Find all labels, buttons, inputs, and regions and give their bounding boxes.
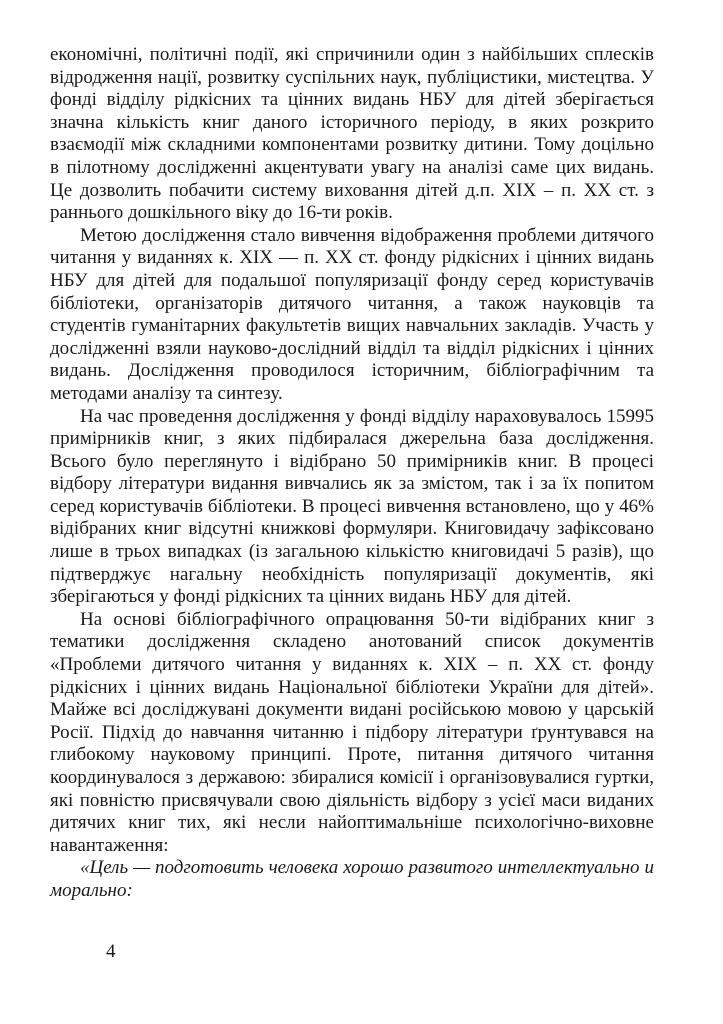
page-number: 4 — [106, 941, 116, 962]
paragraph-fund-statistics: На час проведення дослідження у фонді відділу нараховувалось 15995 примірників книг, з яких підбиралася джерельна база дослідження. Всього було переглянуто і відібрано 50 примірників книг. В процесі відбору літератури видання вивчались як за змістом, так і за їх попитом серед користувачів бібліотеки. В процесі вивчення встановлено, що у 46% відібраних книг відсутні книжкові формуляри. Книговидачу зафіксовано лише в трьох випадках (із загальною кількістю книговидачі 5 разів), що підтверджує нагальну необхідність популяризації документів, які зберігаються у фонді рідкісних та цінних видань НБУ для дітей. — [50, 405, 654, 608]
paragraph-bibliographic-list: На основі бібліографічного опрацювання 50-ти відібраних книг з тематики дослідження складено анотований список документів «Проблеми дитячого читання у виданнях к. ХІХ – п. ХХ ст. фонду рідкісних і цінних видань Національної бібліотеки України для дітей». Майже всі досліджувані документи видані російською мовою у царській Росії. Підхід до навчання читанню і підбору літератури ґрунтувався на глибокому науковому принципі. Проте, питання дитячого читання координувалося з державою: збиралися комісії і організовувалися гуртки, які повністю присвячували свою діяльність відбору з усієї маси виданих дитячих книг тих, які несли найоптимальніше психологічно-виховне навантаження: — [50, 608, 654, 856]
paragraph-research-goal: Метою дослідження стало вивчення відображення проблеми дитячого читання у виданнях к. ХІХ — п. ХХ ст. фонду рідкісних і цінних видань НБУ для дітей для подальшої популяризації фонду серед користувачів бібліотеки, організаторів дитячого читання, а також науковців та студентів гуманітарних факультетів вищих навчальних закладів. Участь у дослідженні взяли науково-дослідний відділ та відділ рідкісних і цінних видань. Дослідження проводилося історичним, бібліографічним та методами аналізу та синтезу. — [50, 224, 654, 404]
paragraph-continuation: економічні, політичні події, які спричинили один з найбільших сплесків відродження нації, розвитку суспільних наук, публіцистики, мистецтва. У фонді відділу рідкісних та цінних видань НБУ для дітей зберігається значна кількість книг даного історичного періоду, в яких розкрито взаємодії між складними компонентами розвитку дитини. Тому доцільно в пілотному дослідженні акцентувати увагу на аналізі саме цих видань. Це дозволить побачити систему виховання дітей д.п. ХІХ – п. ХХ ст. з раннього дошкільного віку до 16-ти років. — [50, 44, 654, 224]
document-page — [50, 44, 654, 903]
paragraph-quote: «Цель — подготовить человека хорошо развитого интеллектуально и морально: — [50, 857, 654, 901]
